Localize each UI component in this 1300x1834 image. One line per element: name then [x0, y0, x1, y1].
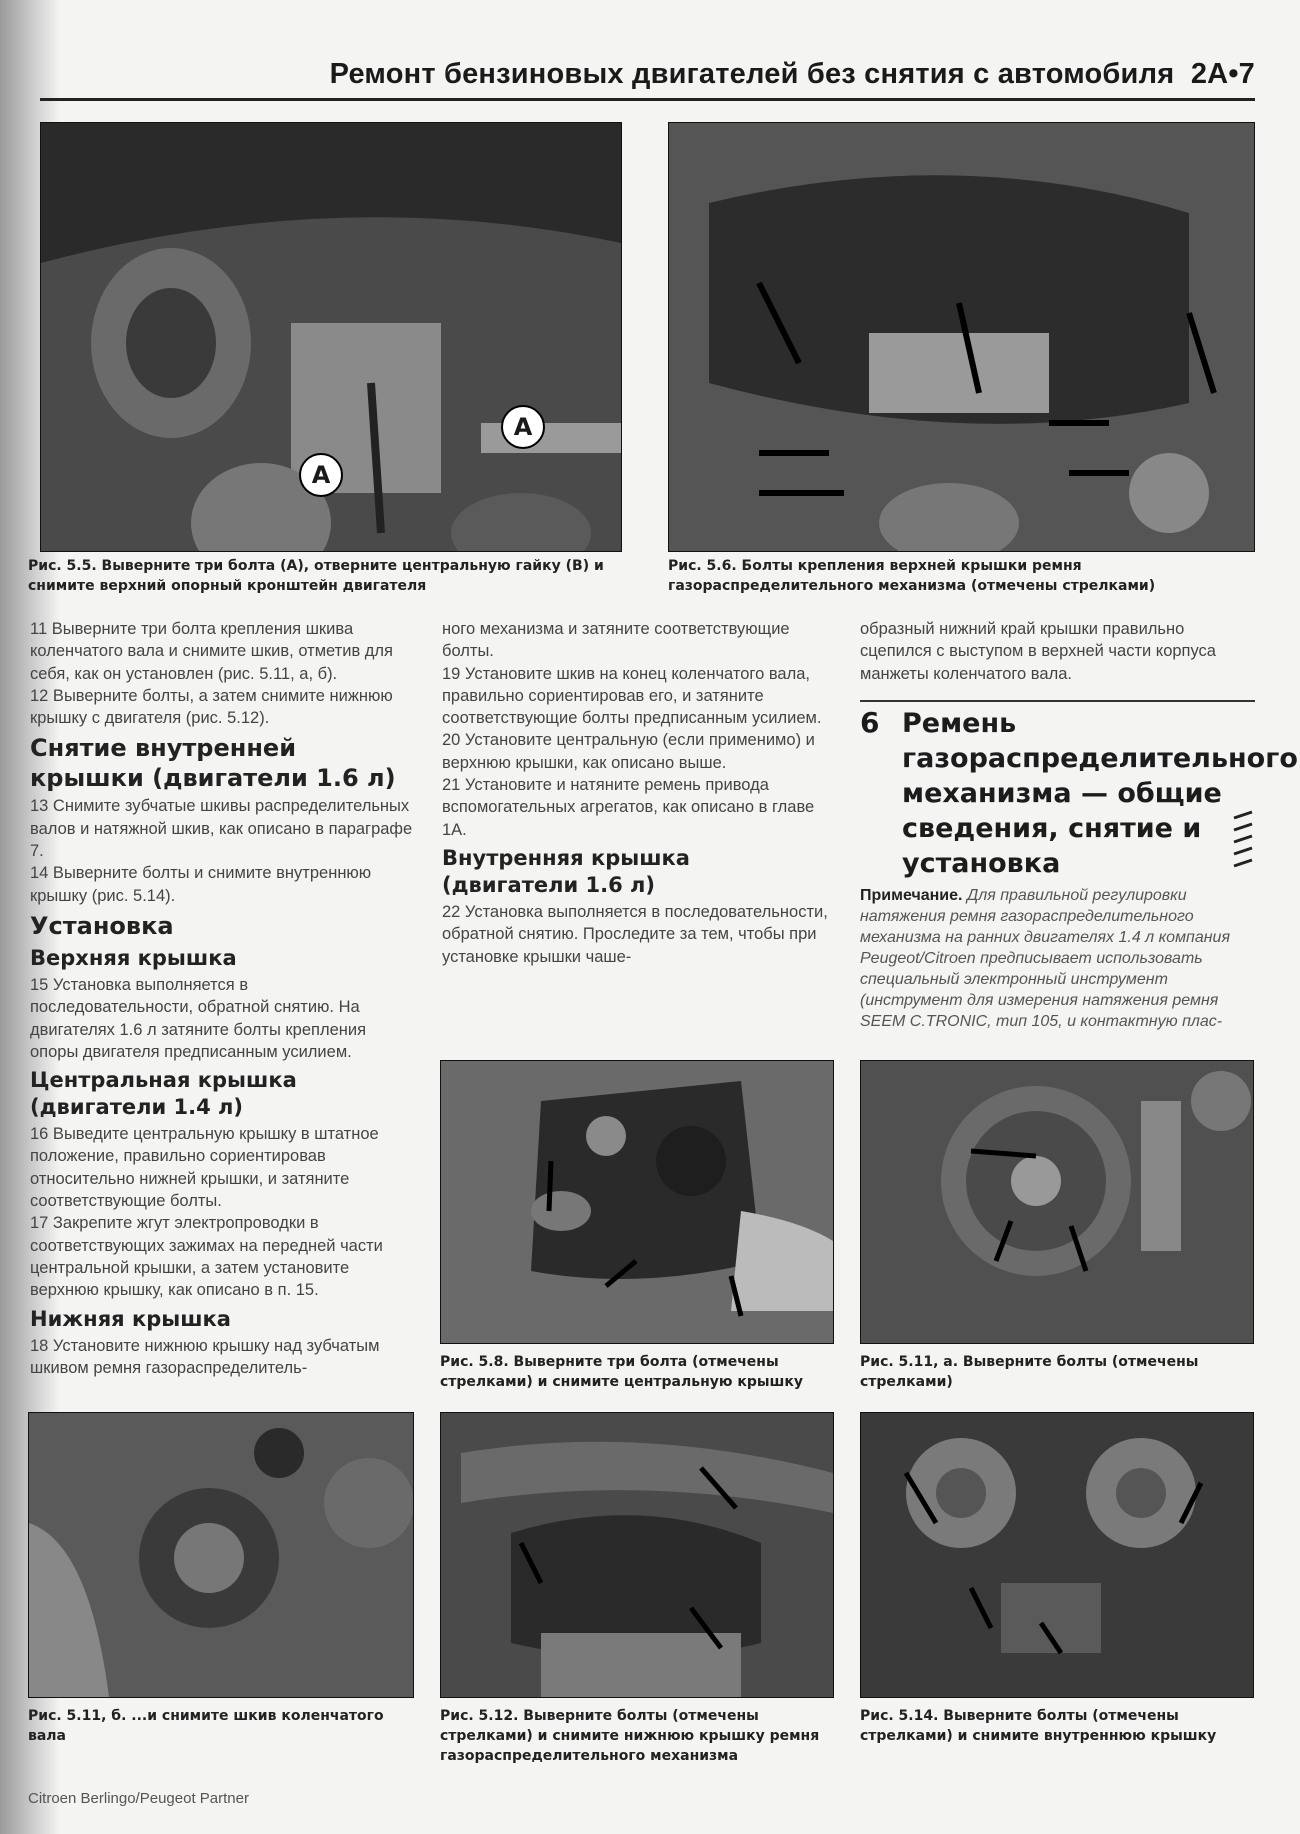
para-15: 15 Установка выполняется в последовательности, обратной снятию. На двигателях 1.6 л затяните болты крепления опоры двигателя предписанным усилием.	[30, 975, 367, 1061]
caption-fig-5-6: Рис. 5.6. Болты крепления верхней крышки ремня газораспределительного механизма (отмечены стрелками)	[668, 558, 1156, 594]
photo-fig-5-14	[860, 1412, 1254, 1698]
caption-fig-5-14: Рис. 5.14. Выверните болты (отмечены стрелками) и снимите внутреннюю крышку	[860, 1708, 1217, 1744]
para-16: 16 Выведите центральную крышку в штатное положение, правильно сориентировав относительно нижней крышки, и затяните соответствующие болты.	[30, 1125, 379, 1211]
section-rule	[860, 700, 1255, 702]
photo-fig-5-6	[668, 122, 1255, 552]
photo-fig-5-12	[440, 1412, 834, 1698]
caption-fig-5-5: Рис. 5.5. Выверните три болта (А), отверните центральную гайку (В) и снимите верхний опорный кронштейн двигателя	[28, 558, 604, 594]
section-number: 6	[860, 706, 880, 739]
caption-fig-5-11a: Рис. 5.11, а. Выверните болты (отмечены стрелками)	[860, 1354, 1199, 1390]
note-text: Для правильной регулировки натяжения ремня газораспределительного механизма на ранних двигателях 1.4 л компания Peugeot/Citroen предписывает использовать специальный электронный инструмент (инструмент для измерения натяжения ремня SEEM C.TRONIC, тип 105, и контактную плас-	[860, 887, 1230, 1030]
para-20: 20 Установите центральную (если применимо) и верхнюю крышки, как описано выше.	[442, 731, 815, 772]
section-title: Ремень газораспределительного механизма — общие сведения, снятие и установка	[902, 708, 1298, 879]
text-column-2	[442, 618, 832, 968]
para-22-cont: образный нижний край крышки правильно сцепился с выступом в верхней части корпуса манжеты коленчатого вала.	[860, 620, 1216, 683]
page-code: 2A•7	[1190, 58, 1255, 90]
text-column-1	[30, 618, 415, 1379]
para-22: 22 Установка выполняется в последовательности, обратной снятию. Проследите за тем, чтобы при установке крышки чаше-	[442, 902, 828, 966]
para-18-cont: ного механизма и затяните соответствующие болты.	[442, 620, 790, 661]
para-14: 14 Выверните болты и снимите внутреннюю крышку (рис. 5.14).	[30, 864, 372, 905]
para-19: 19 Установите шкив на конец коленчатого вала, правильно сориентировав его, и затяните соответствующие болты предписанным усилием.	[442, 664, 822, 728]
heading-upper-cover: Верхняя крышка	[30, 945, 237, 970]
page-header	[320, 58, 1255, 91]
heading-lower-cover: Нижняя крышка	[30, 1306, 231, 1331]
heading-central-cover: Центральная крышка (двигатели 1.4 л)	[30, 1068, 297, 1120]
para-21: 21 Установите и натяните ремень привода вспомогательных агрегатов, как описано в главе 1А.	[442, 776, 815, 839]
photo-fig-5-11a	[860, 1060, 1254, 1344]
caption-fig-5-8: Рис. 5.8. Выверните три болта (отмечены стрелками) и снимите центральную крышку	[440, 1354, 804, 1390]
caption-fig-5-11b: Рис. 5.11, б. ...и снимите шкив коленчатого вала	[28, 1708, 384, 1744]
note-label: Примечание.	[860, 887, 963, 904]
tab-marker-icon	[1232, 808, 1254, 868]
text-column-3	[860, 618, 1255, 685]
header-rule	[40, 98, 1255, 101]
page-footer: Citroen Berlingo/Peugeot Partner	[28, 1790, 249, 1807]
para-17: 17 Закрепите жгут электропроводки в соответствующих зажимах на передней части центральной крышки, а затем установите верхнюю крышку, как описано в п. 15.	[30, 1214, 383, 1300]
photo-fig-5-8	[440, 1060, 834, 1344]
para-13: 13 Снимите зубчатые шкивы распределительных валов и натяжной шкив, как описано в параграфе 7.	[30, 797, 413, 861]
section-note	[860, 885, 1255, 1032]
heading-inner-cover-removal: Снятие внутренней крышки (двигатели 1.6 л)	[30, 734, 396, 793]
heading-inner-cover-install: Внутренняя крышка (двигатели 1.6 л)	[442, 845, 690, 897]
photo-fig-5-5	[40, 122, 622, 552]
header-title: Ремонт бензиновых двигателей без снятия с автомобиля	[329, 58, 1175, 90]
label-a-2: A	[501, 405, 545, 449]
heading-installation: Установка	[30, 911, 174, 940]
para-18: 18 Установите нижнюю крышку над зубчатым шкивом ремня газораспределитель-	[30, 1336, 380, 1377]
photo-fig-5-11b	[28, 1412, 414, 1698]
label-a-1: A	[299, 453, 343, 497]
para-12: 12 Выверните болты, а затем снимите нижнюю крышку с двигателя (рис. 5.12).	[30, 686, 393, 728]
para-11: 11 Выверните три болта крепления шкива коленчатого вала и снимите шкив, отметив для себя, как он установлен (рис. 5.11, а, б).	[30, 620, 393, 683]
caption-fig-5-12: Рис. 5.12. Выверните болты (отмечены стрелками) и снимите нижнюю крышку ремня газораспределительного механизма	[440, 1708, 820, 1764]
